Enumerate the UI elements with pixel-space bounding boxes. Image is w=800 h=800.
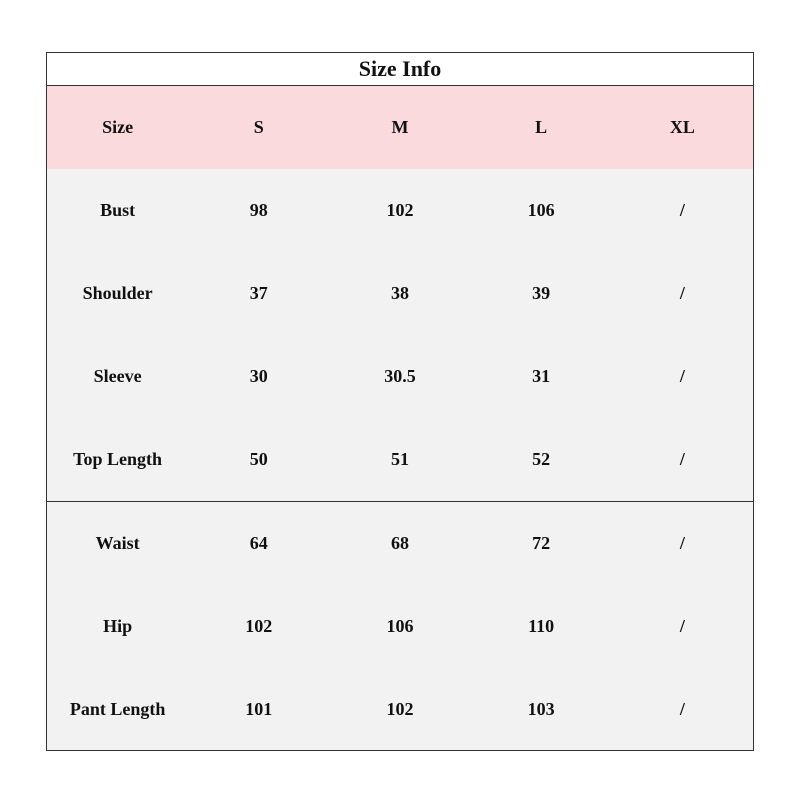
cell-value: 30 bbox=[249, 366, 268, 386]
cell-value: / bbox=[679, 283, 685, 303]
cell-value: 50 bbox=[249, 449, 268, 469]
cell-value: 106 bbox=[527, 200, 555, 220]
header-size-l: L bbox=[535, 117, 548, 137]
cell-value: 98 bbox=[249, 200, 268, 220]
cell-value: 101 bbox=[245, 698, 273, 719]
row-label: Bust bbox=[100, 200, 136, 220]
table-row-pant-length bbox=[47, 668, 753, 750]
cell-value: 39 bbox=[532, 283, 551, 303]
cell-value: 103 bbox=[527, 698, 555, 719]
cell-value: 30.5 bbox=[384, 366, 416, 386]
cell-value: 38 bbox=[390, 283, 409, 303]
table-row-top-length bbox=[47, 418, 753, 501]
cell-value: 102 bbox=[386, 200, 414, 220]
table-row-shoulder bbox=[47, 252, 753, 335]
cell-value: 51 bbox=[390, 449, 409, 469]
table-row-bust bbox=[47, 169, 753, 252]
cell-value: 64 bbox=[249, 533, 268, 553]
cell-value: / bbox=[679, 616, 685, 636]
row-label: Waist bbox=[95, 533, 140, 553]
row-label: Hip bbox=[103, 616, 133, 636]
cell-value: / bbox=[679, 366, 685, 386]
table-row-hip bbox=[47, 585, 753, 668]
cell-value: 102 bbox=[386, 698, 414, 719]
row-label: Shoulder bbox=[82, 283, 153, 303]
cell-value: 37 bbox=[249, 283, 268, 303]
row-label: Top Length bbox=[73, 449, 163, 469]
size-info-table bbox=[46, 52, 754, 751]
cell-value: / bbox=[679, 698, 685, 719]
cell-value: 52 bbox=[532, 449, 551, 469]
header-size-xl: XL bbox=[669, 117, 695, 137]
header-label: Size bbox=[102, 117, 134, 137]
cell-value: 72 bbox=[532, 533, 551, 553]
table-row-sleeve bbox=[47, 335, 753, 418]
row-label: Pant Length bbox=[69, 698, 166, 719]
header-row bbox=[47, 86, 753, 169]
cell-value: 102 bbox=[245, 616, 273, 636]
cell-value: 31 bbox=[532, 366, 551, 386]
table-row-waist bbox=[47, 501, 753, 585]
cell-value: / bbox=[679, 533, 685, 553]
cell-value: 68 bbox=[390, 533, 409, 553]
row-label: Sleeve bbox=[93, 366, 142, 386]
cell-value: 110 bbox=[528, 616, 555, 636]
header-size-s: S bbox=[253, 117, 264, 137]
cell-value: / bbox=[679, 449, 685, 469]
table-title: Size Info bbox=[47, 53, 753, 86]
cell-value: / bbox=[679, 200, 685, 220]
header-size-m: M bbox=[391, 117, 409, 137]
cell-value: 106 bbox=[386, 616, 414, 636]
